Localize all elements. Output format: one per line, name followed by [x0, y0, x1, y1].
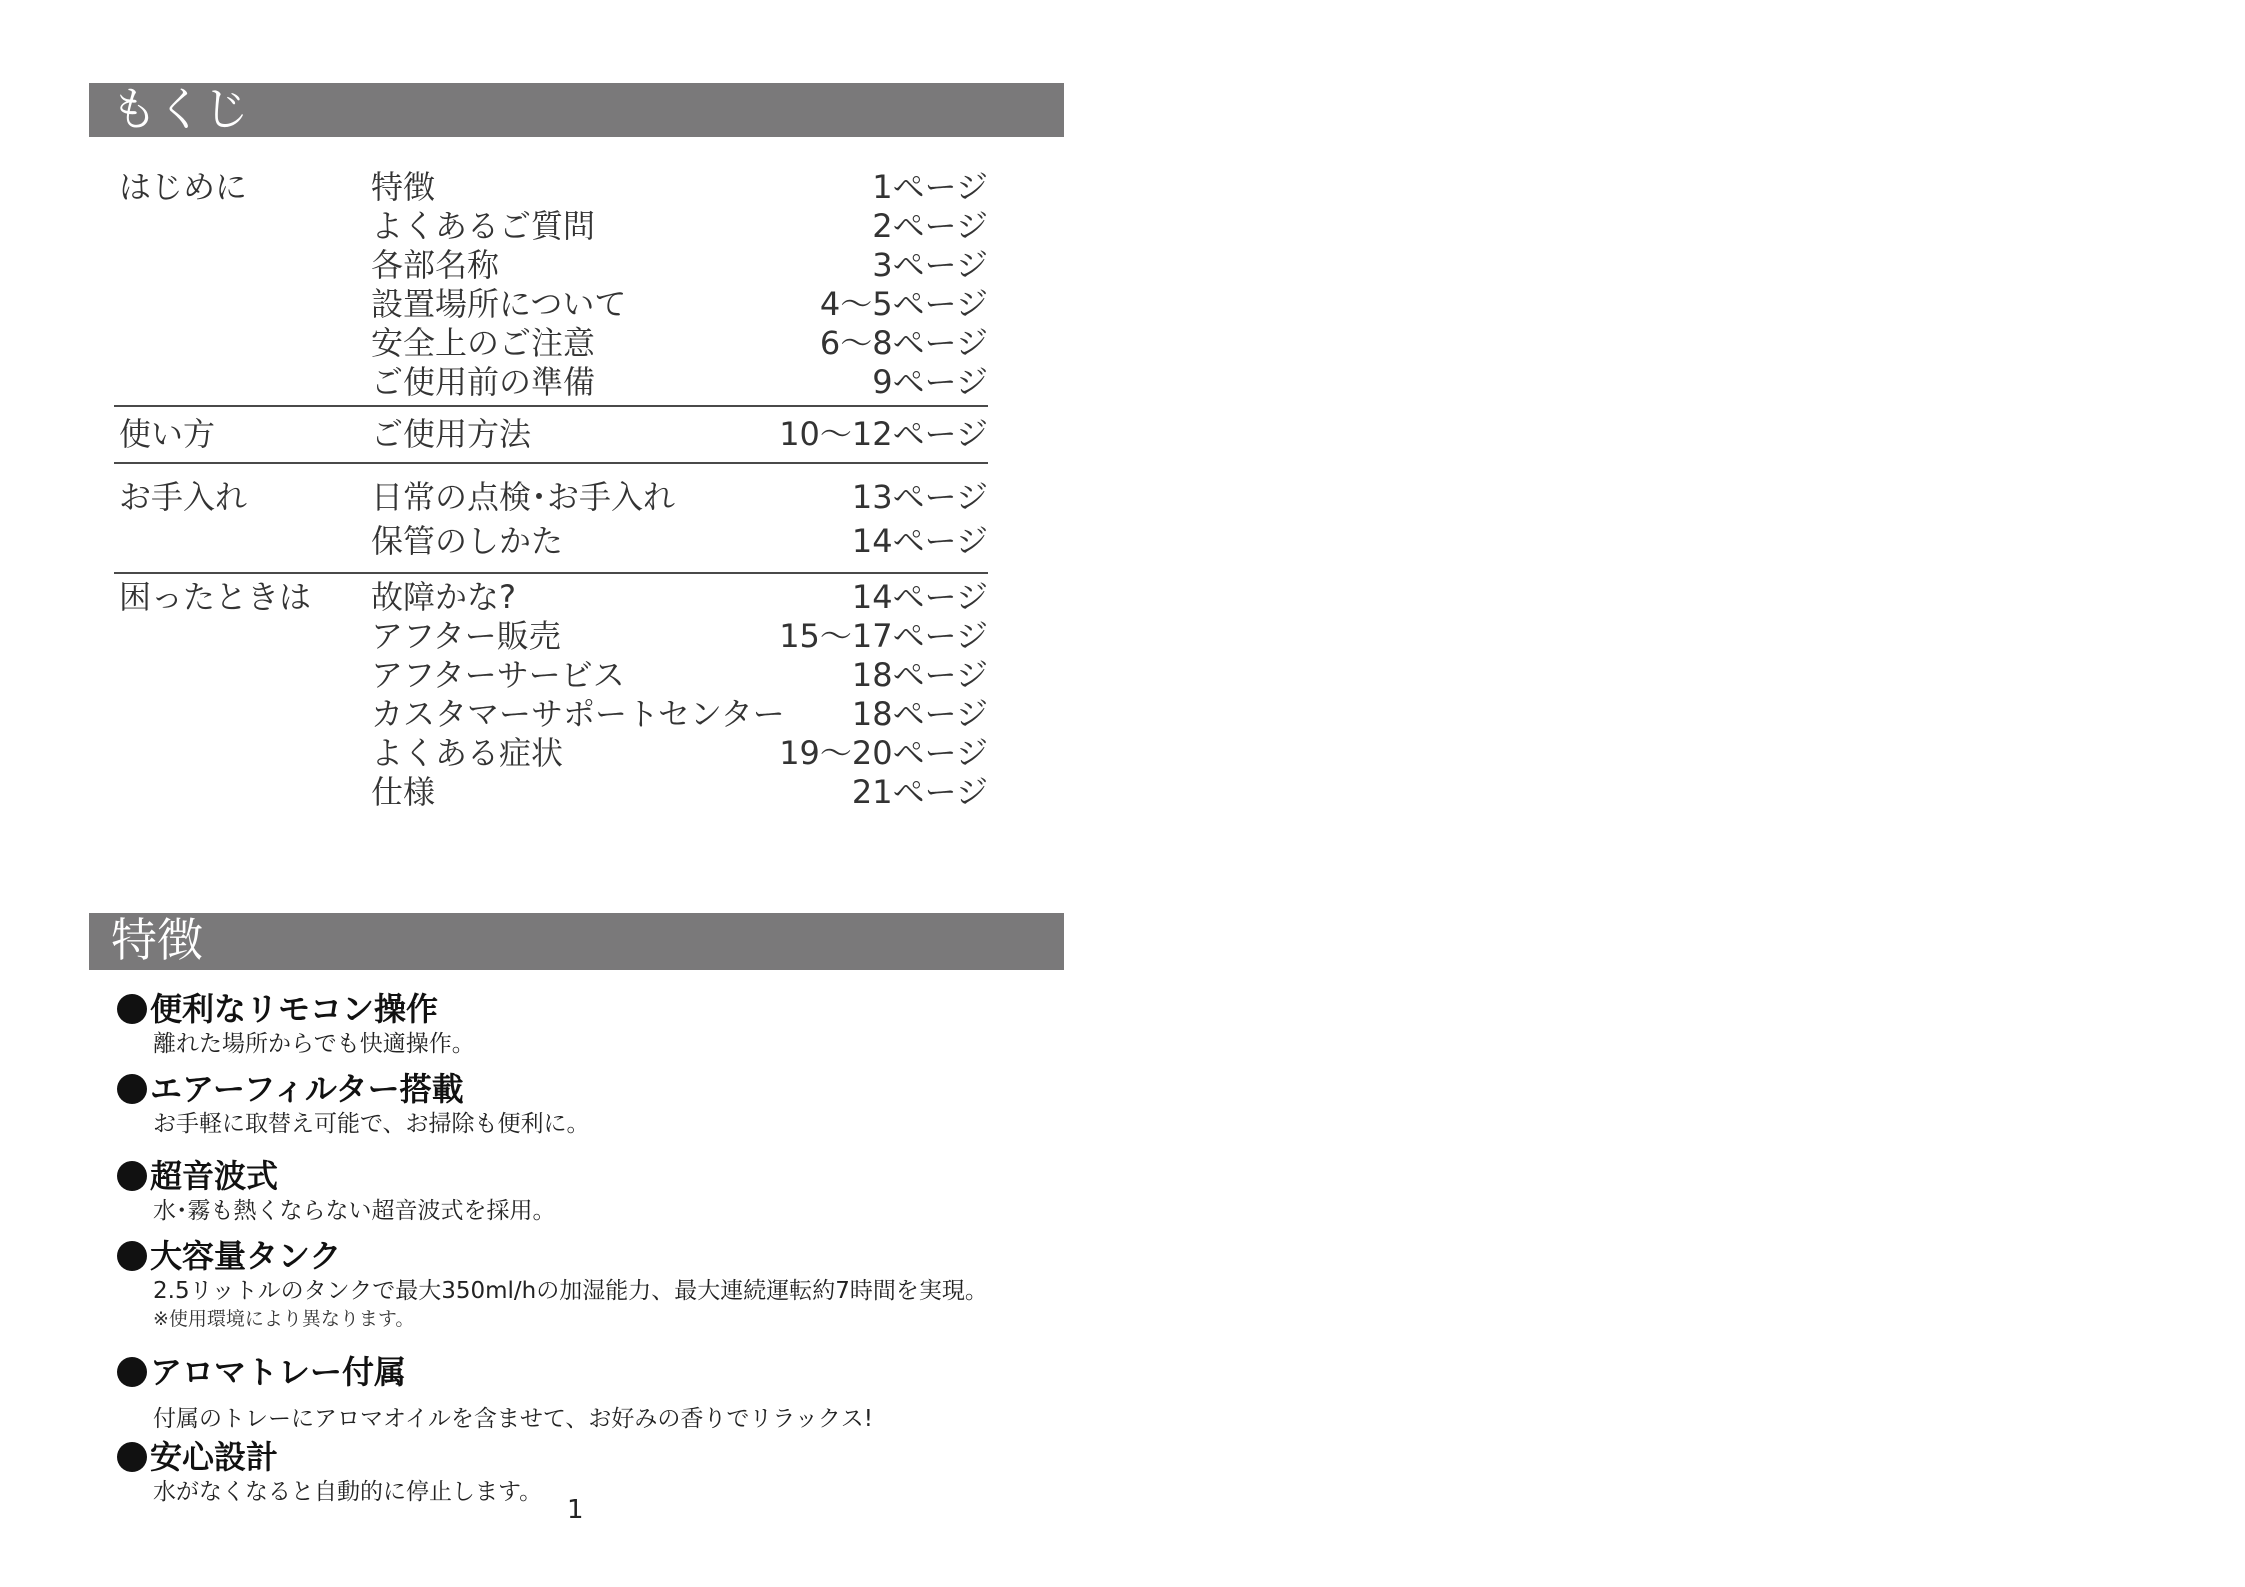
features-section-header	[89, 913, 1064, 970]
toc-topic: ご使用方法	[371, 415, 532, 453]
toc-topic: 故障かな?	[371, 578, 516, 616]
toc-row[interactable]	[114, 324, 988, 362]
bullet-icon	[117, 1074, 147, 1104]
toc-topic: ご使用前の準備	[371, 363, 596, 401]
feature-item	[117, 1437, 1057, 1507]
toc-category: お手入れ	[119, 478, 248, 516]
feature-heading-row	[117, 989, 1057, 1029]
toc-page: 13ページ	[851, 478, 988, 516]
toc-topic: 特徴	[371, 168, 436, 206]
feature-heading-row	[117, 1236, 1057, 1276]
page-number: 1	[567, 1495, 584, 1525]
toc-row[interactable]	[114, 363, 988, 401]
toc-page: 15〜17ページ	[779, 617, 988, 655]
feature-heading-row	[117, 1352, 1057, 1392]
toc-topic: 各部名称	[371, 246, 500, 284]
toc-row[interactable]	[114, 578, 988, 616]
feature-item	[117, 1236, 1057, 1332]
bullet-icon	[117, 1357, 147, 1387]
feature-heading: エアーフィルター搭載	[150, 1070, 464, 1108]
toc-page: 3ページ	[872, 246, 988, 284]
bullet-icon	[117, 1161, 147, 1191]
toc-row[interactable]	[114, 207, 988, 245]
toc-category: 使い方	[119, 415, 216, 453]
toc-topic: よくある症状	[371, 734, 564, 772]
feature-item	[117, 1156, 1057, 1226]
feature-item	[117, 1352, 1057, 1434]
toc-group-usage	[114, 405, 988, 462]
feature-heading-row	[117, 1069, 1057, 1109]
toc-topic: カスタマーサポートセンター	[371, 695, 785, 733]
toc-page: 2ページ	[872, 207, 988, 245]
feature-desc: 2.5リットルのタンクで最大350ml/hの加湿能力、最大連続運転約7時間を実現。	[153, 1278, 988, 1304]
toc-group-maintenance	[114, 462, 988, 572]
toc-category: 困ったときは	[119, 578, 312, 616]
bullet-icon	[117, 994, 147, 1024]
toc-row[interactable]	[114, 246, 988, 284]
toc-topic: 安全上のご注意	[371, 324, 596, 362]
toc-row[interactable]	[114, 656, 988, 694]
feature-heading: アロマトレー付属	[150, 1353, 407, 1391]
toc-row[interactable]	[114, 285, 988, 323]
toc-title: もくじ	[111, 82, 249, 136]
bullet-icon	[117, 1442, 147, 1472]
feature-desc: 離れた場所からでも快適操作。	[153, 1031, 475, 1057]
toc-page: 18ページ	[851, 656, 988, 694]
feature-heading: 便利なリモコン操作	[150, 990, 439, 1028]
bullet-icon	[117, 1241, 147, 1271]
feature-desc: お手軽に取替え可能で、お掃除も便利に。	[153, 1111, 590, 1137]
toc-page: 10〜12ページ	[779, 415, 988, 453]
feature-heading-row	[117, 1156, 1057, 1196]
feature-item	[117, 1069, 1057, 1139]
toc-topic: よくあるご質問	[371, 207, 596, 245]
toc-page: 9ページ	[872, 363, 988, 401]
toc-row[interactable]	[114, 695, 988, 733]
toc-row[interactable]	[114, 773, 988, 811]
toc-page: 21ページ	[851, 773, 988, 811]
feature-heading: 大容量タンク	[150, 1237, 342, 1275]
feature-desc: 水･霧も熱くならない超音波式を採用。	[153, 1198, 556, 1224]
toc-row[interactable]	[114, 478, 988, 516]
toc-page: 4〜5ページ	[819, 285, 988, 323]
feature-heading-row	[117, 1437, 1057, 1477]
toc-page: 19〜20ページ	[779, 734, 988, 772]
feature-heading: 安心設計	[150, 1438, 279, 1476]
feature-note: ※使用環境により異なります。	[153, 1308, 415, 1330]
feature-heading: 超音波式	[150, 1157, 279, 1195]
toc-topic: 仕様	[371, 773, 436, 811]
toc-row[interactable]	[114, 522, 988, 560]
toc-page: 6〜8ページ	[819, 324, 988, 362]
toc-row[interactable]	[114, 415, 988, 453]
feature-item	[117, 989, 1057, 1059]
feature-desc: 水がなくなると自動的に停止します。	[153, 1479, 543, 1505]
toc-group-introduction	[114, 164, 988, 404]
toc-page: 1ページ	[872, 168, 988, 206]
toc-group-troubleshooting	[114, 572, 988, 812]
features-title: 特徴	[111, 913, 203, 967]
toc-page: 18ページ	[851, 695, 988, 733]
toc-topic: アフター販売	[371, 617, 561, 655]
toc-row[interactable]	[114, 734, 988, 772]
toc-category: はじめに	[119, 168, 248, 206]
toc-row[interactable]	[114, 168, 988, 206]
toc-row[interactable]	[114, 617, 988, 655]
feature-desc: 付属のトレーにアロマオイルを含ませて、お好みの香りでリラックス!	[153, 1406, 873, 1432]
toc-page: 14ページ	[851, 522, 988, 560]
toc-topic: 日常の点検･お手入れ	[371, 478, 676, 516]
toc-topic: アフターサービス	[371, 656, 625, 694]
toc-topic: 保管のしかた	[371, 522, 564, 560]
toc-page: 14ページ	[851, 578, 988, 616]
toc-topic: 設置場所について	[371, 285, 627, 323]
toc-section-header	[89, 83, 1064, 137]
